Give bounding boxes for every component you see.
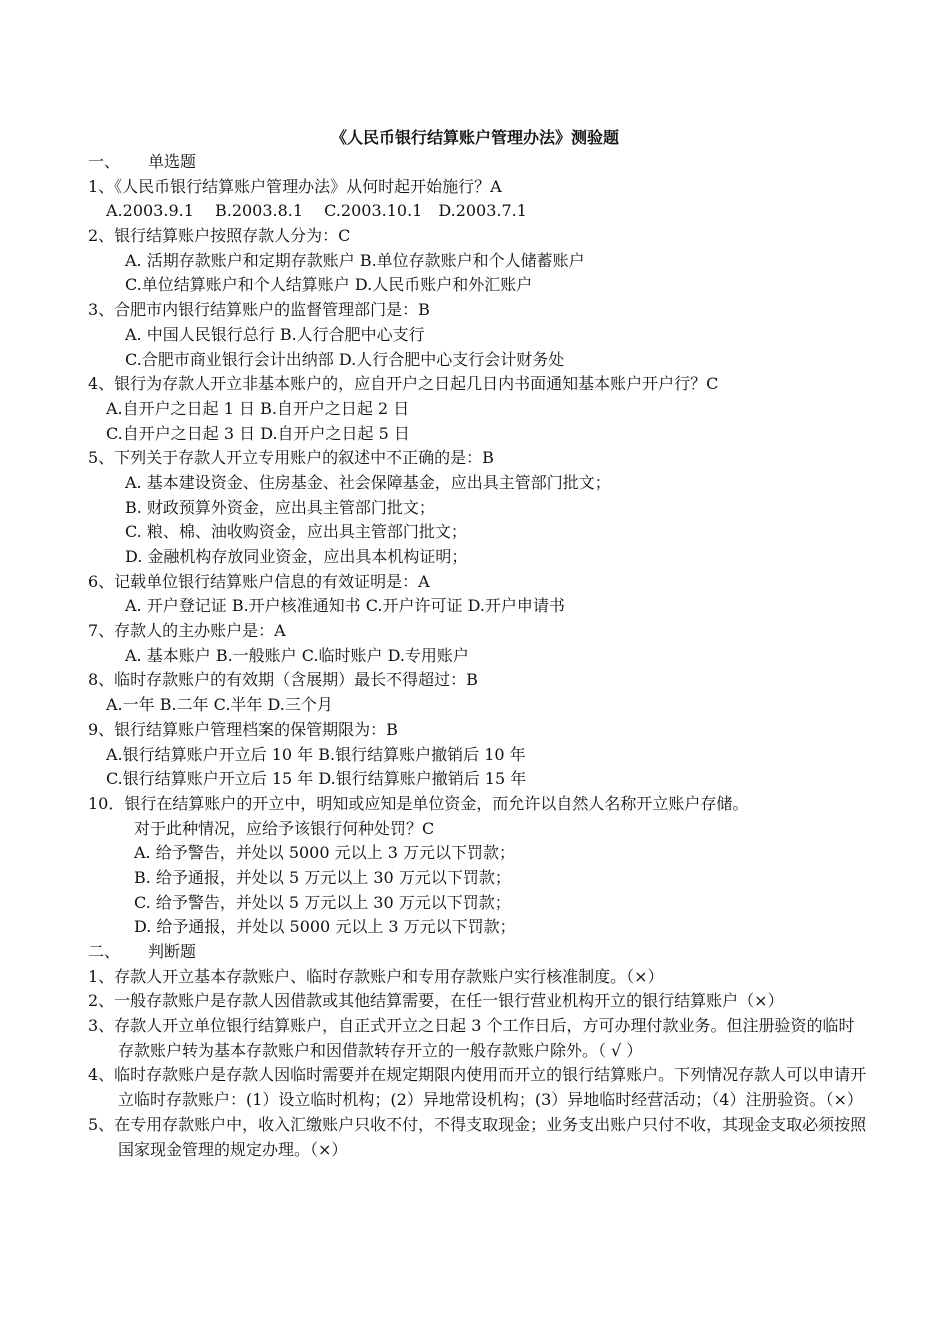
- question-7-options: A. 基本账户 B.一般账户 C.临时账户 D.专用账户: [125, 645, 469, 665]
- question-8-options: A.一年 B.二年 C.半年 D.三个月: [106, 695, 333, 715]
- judgment-2: 2、一般存款账户是存款人因借款或其他结算需要，在任一银行营业机构开立的银行结算账户（×）: [88, 991, 784, 1011]
- document-body: [88, 150, 868, 1162]
- question-4: 4、银行为存款人开立非基本账户的，应自开户之日起几日内书面通知基本账户开户行？C: [88, 374, 719, 394]
- question-1-options: A.2003.9.1 B.2003.8.1 C.2003.10.1 D.2003.7.1: [106, 201, 527, 221]
- question-5-option-c: C. 粮、棉、油收购资金，应出具主管部门批文；: [125, 522, 467, 542]
- question-8: 8、临时存款账户的有效期（含展期）最长不得超过：B: [88, 670, 478, 690]
- question-10-option-d: D. 给予通报，并处以 5000 元以上 3 万元以下罚款；: [134, 917, 516, 937]
- question-9: 9、银行结算账户管理档案的保管期限为：B: [88, 719, 398, 739]
- question-9-options-1: A.银行结算账户开立后 10 年 B.银行结算账户撤销后 10 年: [106, 744, 526, 764]
- question-10-option-a: A. 给予警告，并处以 5000 元以上 3 万元以下罚款；: [134, 843, 515, 863]
- question-5-option-a: A. 基本建设资金、住房基金、社会保障基金，应出具主管部门批文；: [125, 472, 611, 492]
- question-6-options: A. 开户登记证 B.开户核准通知书 C.开户许可证 D.开户申请书: [125, 596, 565, 616]
- question-3-options-2: C.合肥市商业银行会计出纳部 D.人行合肥中心支行会计财务处: [125, 349, 565, 369]
- question-9-options-2: C.银行结算账户开立后 15 年 D.银行结算账户撤销后 15 年: [106, 769, 527, 789]
- question-3-options-1: A. 中国人民银行总行 B.人行合肥中心支行: [125, 324, 425, 344]
- judgment-4: 4、临时存款账户是存款人因临时需要并在规定期限内使用而开立的银行结算账户。下列情况存款人可以申请开立临时存款账户：(1）设立临时机构；(2）异地常设机构；(3）异地临时经营活动；（4）注册验资。（×）: [88, 1065, 867, 1110]
- judgment-1: 1、存款人开立基本存款账户、临时存款账户和专用存款账户实行核准制度。（×）: [88, 966, 664, 986]
- question-6: 6、记载单位银行结算账户信息的有效证明是：A: [88, 571, 430, 591]
- section-heading-true-false: 二、 判断题: [88, 942, 197, 961]
- question-2: 2、银行结算账户按照存款人分为：C: [88, 226, 351, 246]
- question-10-option-b: B. 给予通报，并处以 5 万元以上 30 万元以下罚款；: [134, 867, 511, 887]
- question-5-option-b: B. 财政预算外资金，应出具主管部门批文；: [125, 497, 435, 517]
- question-7: 7、存款人的主办账户是：A: [88, 621, 286, 641]
- question-10-option-c: C. 给予警告，并处以 5 万元以上 30 万元以下罚款；: [134, 892, 511, 912]
- question-4-options-1: A.自开户之日起 1 日 B.自开户之日起 2 日: [106, 398, 410, 418]
- question-2-options-1: A. 活期存款账户和定期存款账户 B.单位存款账户和个人储蓄账户: [125, 250, 585, 270]
- judgment-5: 5、在专用存款账户中，收入汇缴账户只收不付，不得支取现金；业务支出账户只付不收，其现金支取必须按照国家现金管理的规定办理。（×）: [88, 1114, 867, 1159]
- question-10: 10．银行在结算账户的开立中，明知或应知是单位资金，而允许以自然人名称开立账户存储。: [88, 793, 749, 813]
- question-1: 1、《人民币银行结算账户管理办法》从何时起开始施行？A: [88, 176, 502, 196]
- question-5-option-d: D. 金融机构存放同业资金，应出具本机构证明；: [125, 547, 468, 566]
- question-10-continued: 对于此种情况，应给予该银行何种处罚？C: [134, 818, 435, 838]
- document-title: 《人民币银行结算账户管理办法》测验题: [330, 128, 619, 147]
- judgment-3: 3、存款人开立单位银行结算账户，自正式开立之日起 3 个工作日后，方可办理付款业务。但注册验资的临时存款账户转为基本存款账户和因借款转存开立的一般存款账户除外。（ √ ）: [88, 1016, 855, 1060]
- question-4-options-2: C.自开户之日起 3 日 D.自开户之日起 5 日: [106, 423, 410, 443]
- question-2-options-2: C.单位结算账户和个人结算账户 D.人民币账户和外汇账户: [125, 275, 533, 295]
- question-5: 5、下列关于存款人开立专用账户的叙述中不正确的是：B: [88, 448, 494, 468]
- question-3: 3、合肥市内银行结算账户的监督管理部门是：B: [88, 300, 430, 320]
- section-heading-single-choice: 一、 单选题: [88, 152, 197, 171]
